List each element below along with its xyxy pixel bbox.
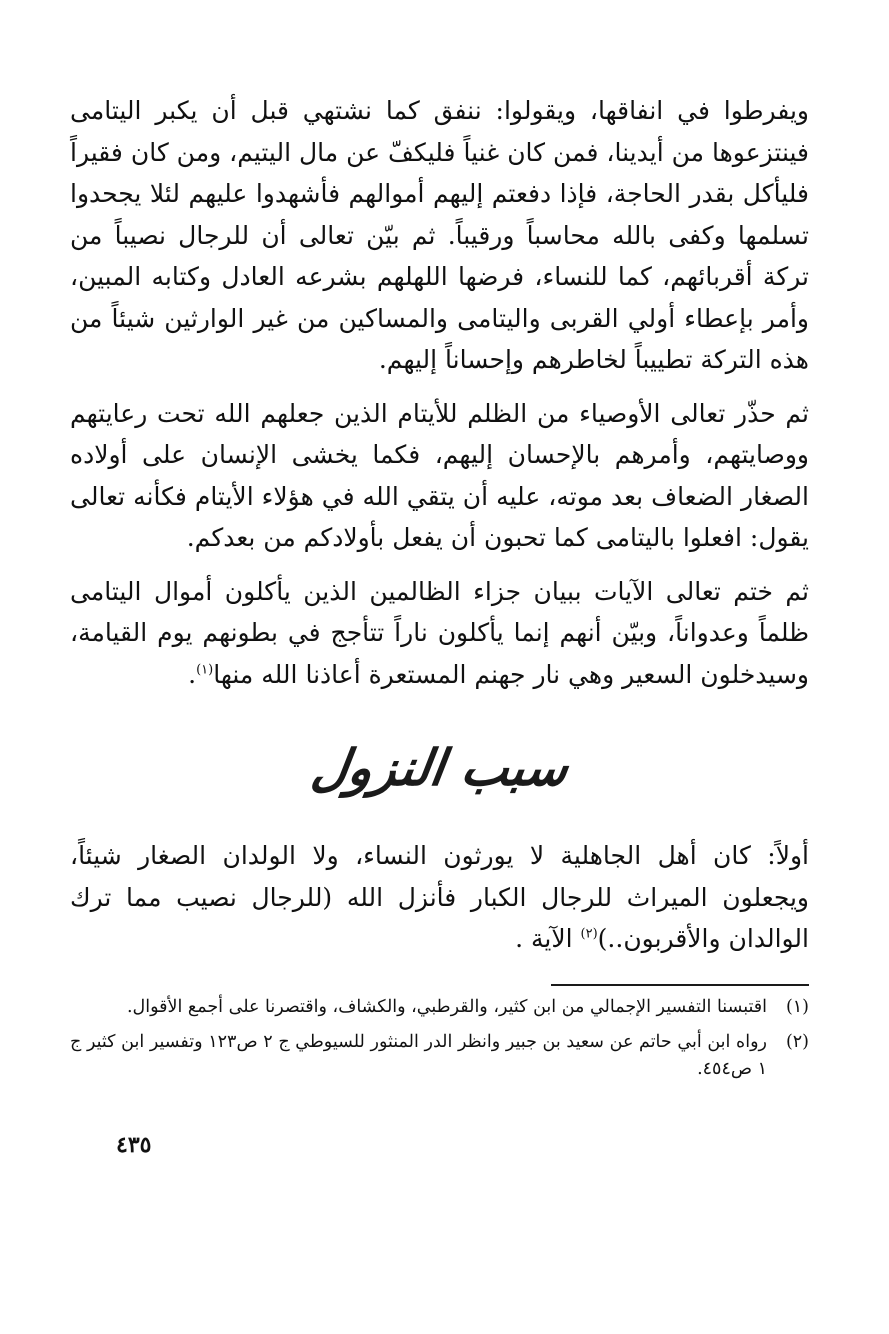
footnote-1-text: اقتبسنا التفسير الإجمالي من ابن كثير، والقرطبي، والكشاف، واقتصرنا على أجمع الأقوال.	[126, 996, 767, 1017]
footnote-divider	[551, 984, 809, 986]
paragraph-2: ثم حذّر تعالى الأوصياء من الظلم للأيتام الذين جعلهم الله تحت رعايتهم ووصايتهم، وأمرهم بالإحسان إليهم، فكما يخشى الإنسان على أولاده الصغار الضعاف بعد موته، عليه أن يتقي الله في هؤلاء الأيتام فكأنه تعالى يقول: افعلوا باليتامى كما تحبون أن يفعل بأولادكم من بعدكم.	[70, 398, 809, 552]
footnote-2-text: رواه ابن أبي حاتم عن سعيد بن جبير وانظر الدر المنثور للسيوطي ج ٢ ص١٢٣ وتفسير ابن كثير ج ١ ص٤٥٤.	[70, 1031, 767, 1079]
paragraph-1: ويفرطوا في انفاقها، ويقولوا: ننفق كما نشتهي قبل أن يكبر اليتامى فينتزعوها من أيدينا، فمن كان غنياً فليكفّ عن مال اليتيم، ومن كان فقيراً فليأكل بقدر الحاجة، فإذا دفعتم إليهم أموالهم فأشهدوا عليهم لئلا يجحدوا تسلمها وكفى بالله محاسباً ورقيباً. ثم بيّن تعالى أن للرجال نصيباً من تركة أقربائهم، كما للنساء، فرضها اللهلهم بشرعه العادل وكتابه المبين، وأمر بإعطاء أولي القربى واليتامى والمساكين من غير الوارثين شيئاً من هذه التركة تطييباً لخاطرهم وإحساناً إليهم.	[70, 96, 809, 374]
footnote-ref-2: (٢)	[580, 926, 598, 942]
section-paragraph-end: الآية .	[515, 924, 581, 953]
footnote-2-number: (٢)	[785, 1031, 809, 1052]
footnote-1	[70, 994, 809, 1021]
paragraph-3-text: ثم ختم تعالى الآيات ببيان جزاء الظالمين الذين يأكلون أموال اليتامى ظلماً وعدواناً، وبيّن أنهم إنما يأكلون ناراً تتأجج في بطونهم يوم القيامة، وسيدخلون السعير وهي نار جهنم المستعرة أعاذنا الله منها	[70, 576, 809, 689]
section-paragraph-text: أولاً: كان أهل الجاهلية لا يورثون النساء، ولا الولدان الصغار شيئاً، ويجعلون الميراث للرجال الكبار فأنزل الله (للرجال نصيب مما ترك الوالدان والأقربون..)	[70, 841, 809, 953]
paragraph-3-end: .	[188, 659, 197, 689]
paragraph-3	[70, 571, 809, 696]
section-heading-area	[70, 707, 809, 827]
footnote-2	[70, 1029, 809, 1083]
page-number: ٤٣٥	[116, 1132, 152, 1158]
footnote-1-number: (١)	[785, 996, 809, 1017]
footnotes	[70, 994, 809, 1083]
footnote-ref-1: (١)	[196, 662, 214, 678]
section-paragraph	[70, 835, 809, 960]
section-heading: سبب النزول	[307, 737, 572, 797]
